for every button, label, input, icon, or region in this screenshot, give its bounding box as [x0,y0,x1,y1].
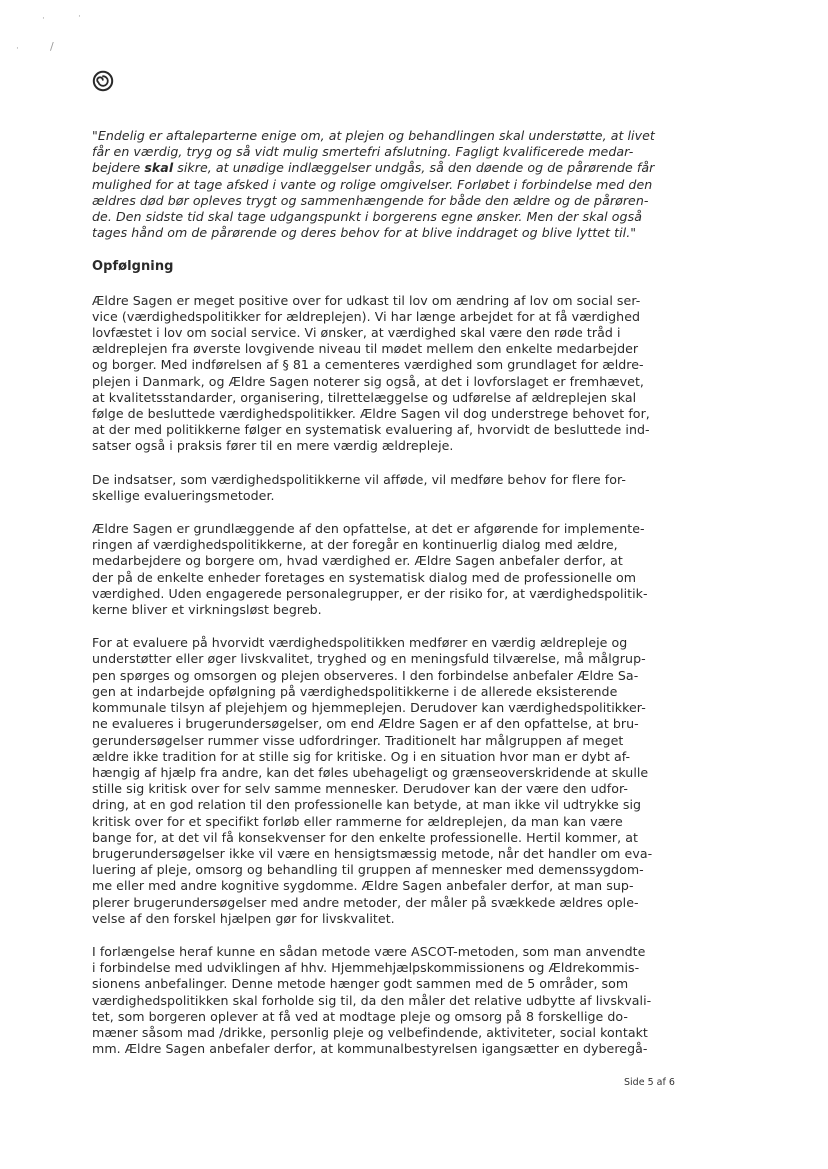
paragraph-line: værdighedspolitikken skal forholde sig til, da den måler det relative udbytte af livskvali- [92,992,652,1008]
paragraph-line: brugerundersøgelser ikke vil være en hensigtsmæssig metode, når det handler om eva- [92,845,653,861]
paragraph-line: I forlængelse heraf kunne en sådan metode være ASCOT-metoden, som man anvendte [92,943,646,959]
quote-line [92,128,688,144]
paragraph-line: luering af pleje, omsorg og behandling til gruppen af mennesker med demenssygdom- [92,862,644,878]
quote-segment: bejdere [92,160,145,176]
paragraph-line: gerundersøgelser rummer visse udfordringer. Traditionelt har målgruppen af meget [92,732,624,748]
quote-segment: de. Den sidste tid skal tage udgangspunkt i borgerens egne ønsker. Men der skal også [92,209,642,225]
paragraph-line: der på de enkelte enheder foretages en systematisk dialog med de professionelle om [92,569,637,585]
paragraph-line: plerer brugerundersøgelser med andre metoder, der måler på svækkede ældres ople- [92,894,639,910]
quote-line [92,160,688,176]
scan-speck: / [50,40,54,53]
paragraph [92,521,688,618]
paragraph-line: mm. Ældre Sagen anbefaler derfor, at kommunalbestyrelsen igangsætter en dyberegå- [92,1041,648,1057]
quoted-agreement-text [92,128,688,241]
quote-line [92,177,688,193]
paragraph-line: og borger. Med indførelsen af § 81 a cementeres værdighed som grundlaget for ældre- [92,357,644,373]
quote-segment: "Endelig er aftaleparterne enige om, at plejen og behandlingen skal understøtte, at livet [92,128,655,143]
scan-speck: · [16,44,19,54]
quote-line [92,144,688,160]
paragraph [92,635,688,927]
paragraph-line: skellige evalueringsmetoder. [92,487,275,503]
paragraph-line: De indsatser, som værdighedspolitikkerne vil afføde, vil medføre behov for flere for- [92,471,627,487]
paragraph-line: at kvalitetsstandarder, organisering, tilrettelæggelse og udførelse af ældreplejen skal [92,389,637,405]
paragraph-line: værdighed. Uden engagerede personalegrupper, er der risiko for, at værdighedspolitik- [92,585,648,601]
quote-segment: mulighed for at tage afsked i vante og rolige omgivelser. Forløbet i forbindelse med den [92,176,653,192]
quote-segment: sikre, at unødige indlæggelser undgås, så den døende og de pårørende får [173,160,655,176]
paragraph-line: ne evalueres i brugerundersøgelser, om end Ældre Sagen er af den opfattelse, at bru- [92,716,639,732]
paragraph-line: bange for, at det vil få konsekvenser for den enkelte professionelle. Hertil kommer, at [92,829,639,845]
paragraph-line: kommunale tilsyn af plejehjem og hjemmeplejen. Derudover kan værdighedspolitikker- [92,700,646,716]
paragraph-line: understøtter eller øger livskvalitet, tryghed og en meningsfuld tilværelse, må målgrup- [92,651,646,667]
page-number: Side 5 af 6 [624,1077,675,1088]
quote-line [92,225,688,241]
paragraph-line: gen at indarbejde opfølgning på værdighedspolitikkerne i de allerede eksisterende [92,683,618,699]
emphasis-word: skal [144,160,174,176]
paragraph-line: For at evaluere på hvorvidt værdighedspolitikken medfører en værdig ældrepleje og [92,635,628,651]
paragraph-line: ældreplejen fra øverste lovgivende niveau til mødet mellem den enkelte medarbejder [92,341,639,357]
quote-line [92,209,688,225]
quote-segment: ældres død bør opleves trygt og sammenhængende for både den ældre og de pårøren- [92,192,649,208]
paragraph [92,293,688,455]
aeldre-sagen-swirl-logo-icon [92,70,114,92]
paragraph-line: medarbejdere og borgere om, hvad værdighed er. Ældre Sagen anbefaler derfor, at [92,553,623,569]
paragraph-line: Ældre Sagen er grundlæggende af den opfattelse, at det er afgørende for implemente- [92,521,645,537]
paragraph-line: dring, at en god relation til den professionelle kan betyde, at man ikke vil udtrykke sig [92,797,642,813]
scan-speck: · [42,14,45,24]
paragraph [92,472,688,504]
quote-line [92,193,688,209]
paragraph [92,944,688,1057]
paragraph-line: ringen af værdighedspolitikkerne, at der foregår en kontinuerlig dialog med ældre, [92,537,618,553]
paragraph-line: plejen i Danmark, og Ældre Sagen noterer sig også, at det i lovforslaget er fremhævet, [92,373,644,389]
letter-body [92,128,688,1057]
paragraph-line: at der med politikkerne følger en systematisk evaluering af, hvorvidt de besluttede ind- [92,422,650,438]
paragraph-line: lovfæstet i lov om social service. Vi ønsker, at værdighed skal være den røde tråd i [92,325,621,341]
paragraph-line: satser også i praksis fører til en mere værdig ældrepleje. [92,438,454,454]
paragraph-line: stille sig kritisk over for selv samme mennesker. Derudover kan der være den udfor- [92,781,628,797]
paragraph-line: følge de besluttede værdighedspolitikker. Ældre Sagen vil dog understrege behovet for, [92,406,650,422]
paragraph-line: i forbindelse med udviklingen af hhv. Hjemmehjælpskommissionens og Ældrekommis- [92,960,640,976]
paragraph-line: tet, som borgeren oplever at få ved at modtage pleje og omsorg på 8 forskellige do- [92,1008,629,1024]
quote-segment: får en værdig, tryg og så vidt mulig smertefri afslutning. Fagligt kvalificerede medar- [92,144,634,160]
paragraph-line: Ældre Sagen er meget positive over for udkast til lov om ændring af lov om social ser- [92,292,641,308]
quote-segment: tages hånd om de pårørende og deres behov for at blive inddraget og blive lyttet til." [92,225,637,241]
paragraph-line: pen spørges og omsorgen og plejen observeres. I den forbindelse anbefaler Ældre Sa- [92,667,639,683]
paragraph-line: mæner såsom mad /drikke, personlig pleje og velbefindende, aktiviteter, social kontakt [92,1024,648,1040]
paragraph-line: kerne bliver et virkningsløst begreb. [92,602,322,618]
paragraph-line: hængig af hjælp fra andre, kan det føles ubehageligt og grænseoverskridende at skulle [92,764,649,780]
paragraph-line: vice (værdighedspolitikker for ældreplejen). Vi har længe arbejdet for at få værdighed [92,308,641,324]
paragraph-line: sionens anbefalinger. Denne metode hænger godt sammen med de 5 områder, som [92,976,629,992]
paragraph-line: kritisk over for et specifikt forløb eller rammerne for ældreplejen, da man kan være [92,813,623,829]
scan-speck: · [78,12,81,22]
paragraph-line: ældre ikke tradition for at stille sig for kritiske. Og i en situation hvor man er dybt af- [92,748,631,764]
body-paragraphs [92,293,688,1058]
section-heading: Opfølgning [92,259,174,275]
paragraph-line: me eller med andre kognitive sygdomme. Ældre Sagen anbefaler derfor, at man sup- [92,878,634,894]
paragraph-line: velse af den forskel hjælpen gør for livskvalitet. [92,910,395,926]
